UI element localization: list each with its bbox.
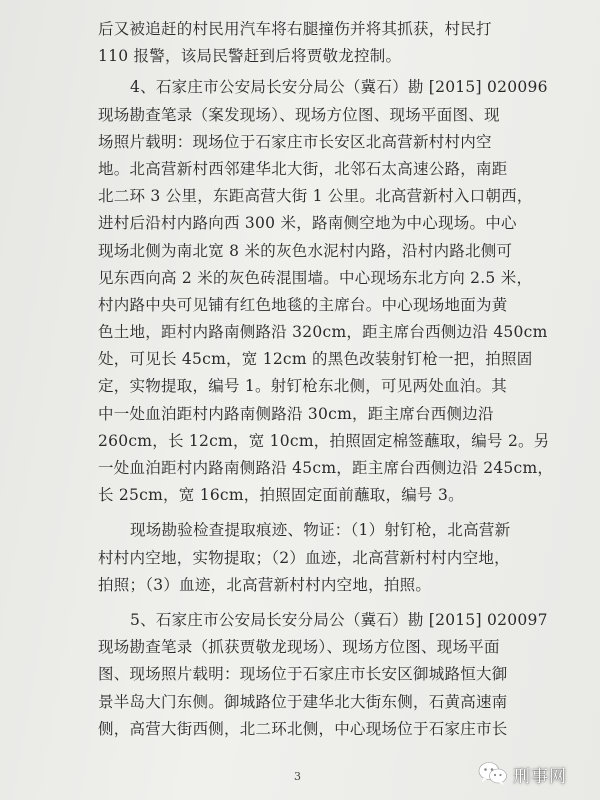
page-number: 3	[294, 770, 301, 783]
text-line: 进村后沿村内路向西 300 米，路南侧空地为中心现场。中心	[98, 214, 517, 233]
text-line: 场照片载明：现场位于石家庄市长安区北高营新村村内空	[98, 132, 492, 151]
text-line: 现场勘查笔录（抓获贾敬龙现场）、现场方位图、现场平面	[98, 638, 500, 657]
text-line: 一处血泊距村内路南侧路沿 45cm，距主席台西侧边沿 245cm，	[98, 459, 554, 477]
text-line: 侧，高营大街西侧，北二环北侧，中心现场位于石家庄市长	[98, 719, 508, 738]
text-line: 现场北侧为南北宽 8 米的灰色水泥村内路，沿村内路北侧可	[98, 241, 513, 260]
text-line: 后又被追赶的村民用汽车将右腿撞伤并将其抓获，村民打	[98, 20, 492, 38]
text-line: 4、石家庄市公安局长安分局公（冀石）勘 [2015] 020096	[130, 78, 548, 97]
text-line: 110 报警，该局民警赶到后将贾敬龙控制。	[98, 47, 402, 66]
text-line: 5、石家庄市公安局长安分局公（冀石）勘 [2015] 020097	[130, 610, 548, 629]
text-line: 见东西向高 2 米的灰色砖混围墙。中心现场东北方向 2.5 米，	[98, 268, 533, 287]
text-line: 色土地，距村内路南侧路沿 320cm，距主席台西侧边沿 450cm	[98, 323, 548, 342]
text-line: 260cm，长 12cm，宽 10cm，拍照固定棉签蘸取，编号 2。另	[98, 431, 550, 450]
document-body	[98, 16, 568, 743]
text-line: 村内路中央可见铺有红色地毯的主席台。中心现场地面为黄	[98, 295, 508, 314]
watermark-text: 刑事网	[513, 766, 567, 787]
text-line: 中一处血泊距村内路南侧路沿 30cm，距主席台西侧边沿	[98, 404, 494, 423]
text-line: 处，可见长 45cm，宽 12cm 的黑色改装射钉枪一把，拍照固	[98, 350, 533, 369]
text-line: 村村内空地，实物提取；（2）血迹，北高营新村村内空地，	[98, 548, 510, 567]
text-line: 图、现场照片载明：现场位于石家庄市长安区御城路恒大御	[98, 665, 508, 684]
text-line: 现场勘查笔录（案发现场）、现场方位图、现场平面图、现	[98, 105, 500, 124]
text-line: 北二环 3 公里，东距高营大街 1 公里。北高营新村入口朝西，	[98, 187, 533, 206]
text-line: 长 25cm，宽 16cm，拍照固定面前蘸取，编号 3。	[98, 486, 464, 505]
text-line: 现场勘验检查提取痕迹、物证：（1）射钉枪，北高营新	[130, 521, 511, 540]
text-line: 定，实物提取，编号 1。射钉枪东北侧，可见两处血泊。其	[98, 377, 508, 396]
wechat-icon	[478, 761, 508, 787]
text-line: 拍照；（3）血迹，北高营新村村内空地，拍照。	[98, 575, 432, 594]
text-line: 地。北高营新村西邻建华北大街，北邻石太高速公路，南距	[98, 159, 508, 178]
text-line: 景半岛大门东侧。御城路位于建华北大街东侧，石黄高速南	[98, 692, 508, 711]
watermark	[478, 758, 567, 790]
